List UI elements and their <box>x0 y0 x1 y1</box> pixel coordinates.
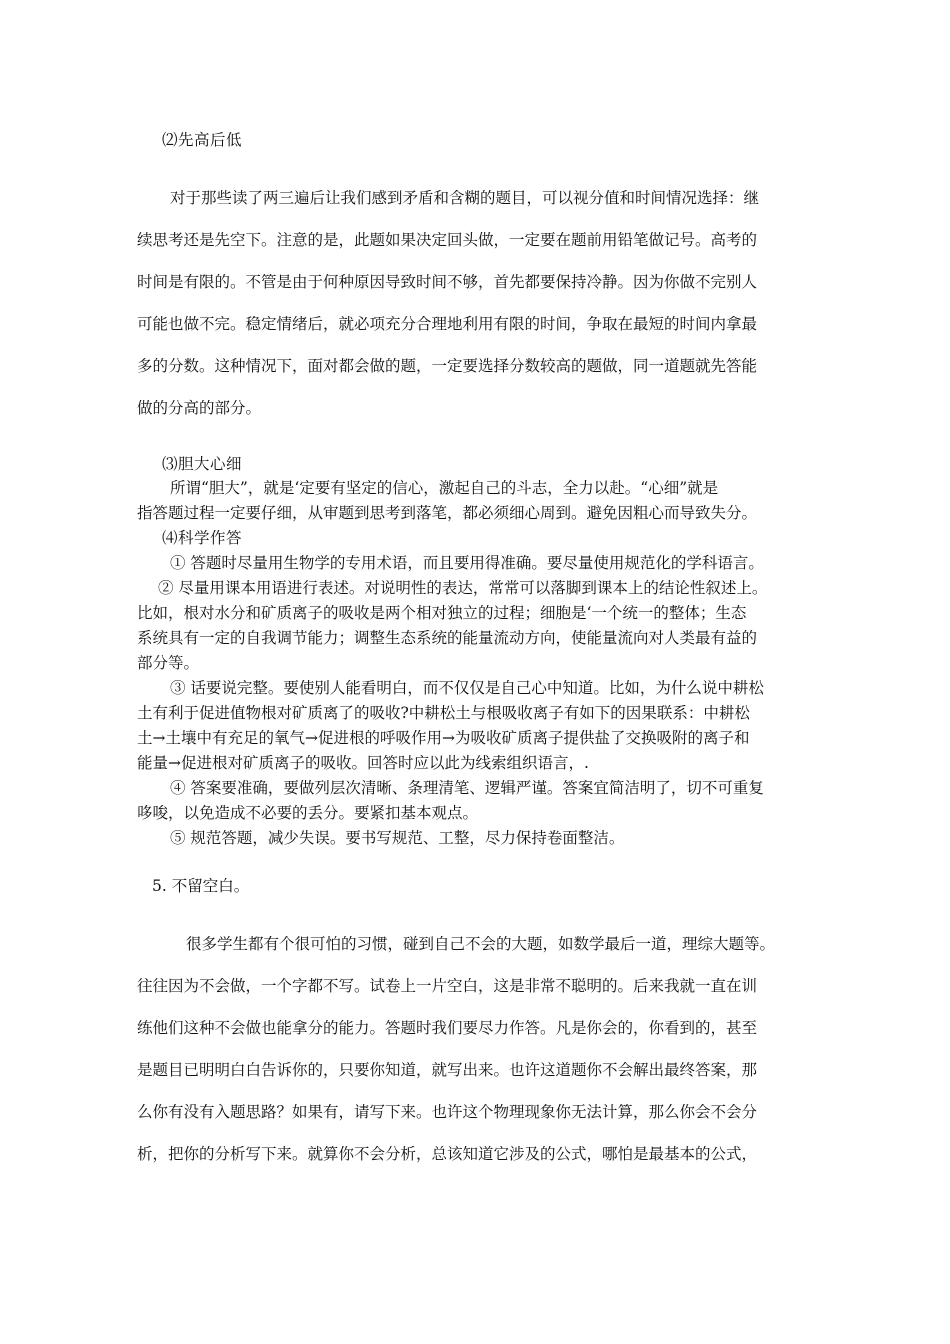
paragraph-line: 土有利于促进值物根对矿质离了的吸收?中耕松土与根吸收离子有如下的因果联系：中耕松 <box>137 704 750 722</box>
paragraph-line: 比如，根对水分和矿质离子的吸收是两个相对独立的过程；细胞是‘一个统一的整体；生态 <box>137 604 747 622</box>
paragraph-line: 所谓“胆大”，就是‘定要有坚定的信心，激起自己的斗志，全力以赴。“心细”就是 <box>170 479 719 497</box>
paragraph-line: 对于那些读了两三遍后让我们感到矛盾和含糊的题目，可以视分值和时间情况选择：继 <box>170 189 760 207</box>
list-item-3: ③ 话要说完整。要使别人能看明白，而不仅仅是自己心中知道。比如，为什么说中耕松 <box>170 679 764 697</box>
paragraph-line: 时间是有限的。不管是由于何种原因导致时间不够，首先都要保持冷静。因为你做不完别人 <box>137 273 758 291</box>
heading-s5: 5. 不留空白。 <box>152 877 250 895</box>
paragraph-line: 土→土壤中有充足的氧气→促进根的呼吸作用→为吸收矿质离子提供盐了交换吸附的离子和 <box>137 729 750 747</box>
heading-s3: ⑶胆大心细 <box>162 455 243 473</box>
paragraph-line: 析，把你的分析写下来。就算你不会分析，总该知道它涉及的公式，哪怕是最基本的公式， <box>137 1145 758 1163</box>
paragraph-line: 系统具有一定的自我调节能力；调整生态系统的能量流动方向，使能量流向对人类最有益的 <box>137 629 758 647</box>
list-item-5: ⑤ 规范答题，减少失误。要书写规范、工整，尽力保持卷面整洁。 <box>170 829 625 847</box>
heading-s2: ⑵先高后低 <box>162 131 243 149</box>
paragraph-line: 部分等。 <box>137 654 200 672</box>
paragraph-line: 哆唆，以免造成不必要的丢分。要紧扣基本观点。 <box>137 804 479 822</box>
list-item-4: ④ 答案要准确，要做列层次清晰、条理清笔、逻辑严谨。答案宜简洁明了，切不可重复 <box>170 779 764 797</box>
list-item-2: ② 尽量用课本用语进行表述。对说明性的表达，常常可以落脚到课本上的结论性叙述上。 <box>158 579 768 597</box>
paragraph-line: 续思考还是先空下。注意的是，此题如果决定回头做，一定要在题前用铅笔做记号。高考的 <box>137 231 758 249</box>
paragraph-line: 多的分数。这种情况下，面对都会做的题，一定要选择分数较高的题做，同一道题就先答能 <box>137 357 758 375</box>
paragraph-line: 是题目已明明白白告诉你的，只要你知道，就写出来。也许这道题你不会解出最终答案，那 <box>137 1061 758 1079</box>
paragraph-line: 指答题过程一定要仔细，从审题到思考到落笔，都必须细心周到。避免因粗心而导致失分。 <box>137 504 758 522</box>
paragraph-line: 可能也做不完。稳定情绪后，就必项充分合理地利用有限的时间，争取在最短的时间内拿最 <box>137 315 758 333</box>
paragraph-line: 练他们这种不会做也能拿分的能力。答题时我们要尽力作答。凡是你会的，你看到的，甚至 <box>137 1019 758 1037</box>
paragraph-line: 能量→促进根对矿质离子的吸收。回答时应以此为线索组织语言，. <box>137 754 589 772</box>
paragraph-line: 么你有没有入题思路？如果有，请写下来。也许这个物理现象你无法计算，那么你会不会分 <box>137 1103 758 1121</box>
paragraph-line: 很多学生都有个很可怕的习惯，碰到自己不会的大题，如数学最后一道，理综大题等。 <box>186 935 776 953</box>
list-item-1: ① 答题时尽量用生物学的专用术语，而且要用得准确。要尽量使用规范化的学科语言。 <box>170 554 764 572</box>
paragraph-line: 做的分高的部分。 <box>137 399 262 417</box>
paragraph-line: 往往因为不会做，一个字都不写。试卷上一片空白，这是非常不聪明的。后来我就一直在训 <box>137 977 758 995</box>
heading-s4: ⑷科学作答 <box>162 529 243 547</box>
